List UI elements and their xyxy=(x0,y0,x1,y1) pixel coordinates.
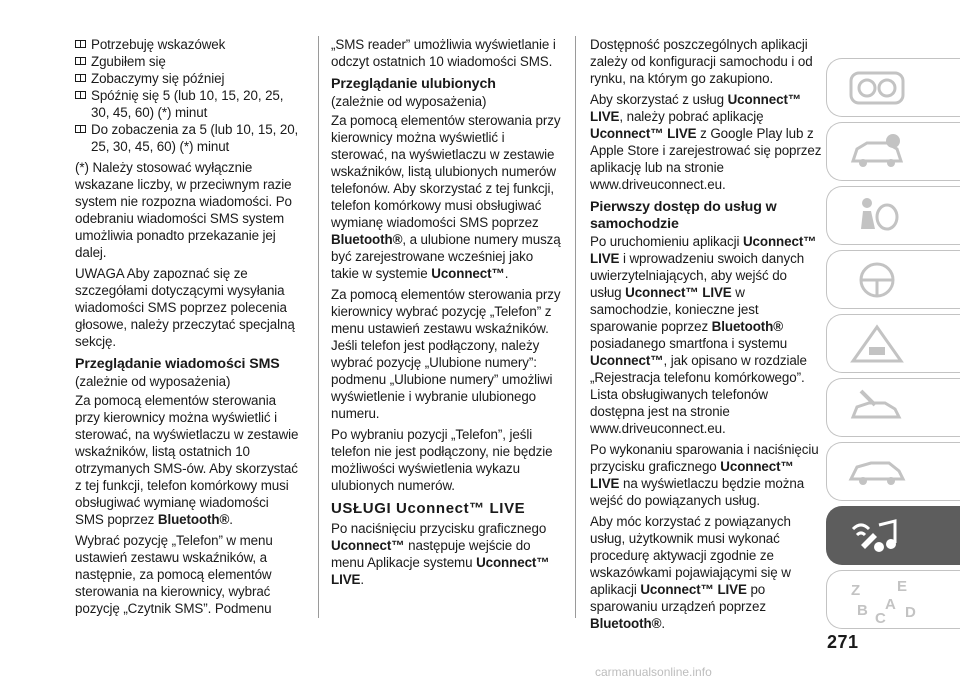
tab-steering[interactable] xyxy=(826,250,960,309)
section-heading-sms: Przeglądanie wiadomości SMS xyxy=(75,356,280,372)
warning-paragraph: UWAGA Aby zapoznać się ze szczegółami dotyczącymi wysyłania wiadomości SMS poprzez polecenia głosowe, należy przeczytać specjalną sekcję. xyxy=(75,266,295,349)
dashboard-icon xyxy=(847,67,907,109)
body-paragraph: „SMS reader” umożliwia wyświetlanie i odczyt ostatnich 10 wiadomości SMS. xyxy=(331,37,556,69)
body-paragraph: Aby skorzystać z usług Uconnect™ LIVE, należy pobrać aplikację Uconnect™ LIVE z Google Play lub z Apple Store i zarejestrować się poprzez aplikację lub na stronie www.driveuconnect.eu. xyxy=(590,92,822,192)
multimedia-icon xyxy=(847,515,907,557)
section-subheading: (zależnie od wyposażenia) xyxy=(75,374,231,389)
body-paragraph: Po uruchomieniu aplikacji Uconnect™ LIVE i wprowadzeniu swoich danych uwierzytelniających, aby wejść do usług Uconnect™ LIVE w samochodzie, konieczne jest sparowanie poprzez Bluetooth® posiadanego smartfona i systemu Uconnect™, jak opisano w rozdziale „Rejestracja telefonu komórkowego”. Lista obsługiwanych telefonów dostępna jest na stronie www.driveuconnect.eu. xyxy=(590,234,817,436)
column-2 xyxy=(331,36,563,592)
book-icon xyxy=(75,91,86,99)
page-number: 271 xyxy=(827,632,859,652)
body-paragraph: Po wykonaniu sparowania i naciśnięciu przycisku graficznego Uconnect™ LIVE na wyświetlaczu będzie można wejść do powiązanych usług. xyxy=(590,442,819,508)
body-paragraph: Po naciśnięciu przycisku graficznego Uconnect™ następuje wejście do menu Aplikacje systemu Uconnect™ LIVE. xyxy=(331,521,550,587)
tab-maintenance[interactable] xyxy=(826,378,960,437)
svg-text:Z: Z xyxy=(851,582,861,599)
body-paragraph: Za pomocą elementów sterowania przy kierownicy można wyświetlić i sterować, na wyświetlaczu w zestawie wskaźników, listą ulubionych numerów telefonów. Aby skorzystać z tej funkcji, telefon komórkowy musi obsługiwać wymianę wiadomości SMS poprzez Bluetooth®, a ulubione numery muszą być zarejestrowane wcześniej jako takie w systemie Uconnect™. xyxy=(331,113,561,281)
book-icon xyxy=(75,57,86,65)
section-heading-favourites: Przeglądanie ulubionych xyxy=(331,76,496,92)
body-paragraph: Za pomocą elementów sterowania przy kierownicy wybrać pozycję „Telefon” z menu ustawień zestawu wskaźników. Jeśli telefon jest podłączony, należy wybrać pozycję „Ulubione numery”: podmenu „Ulubione numery” umożliwi wyświetlenie i wybranie ulubionego numeru. xyxy=(331,287,561,421)
wrench-car-icon xyxy=(847,387,907,429)
svg-text:A: A xyxy=(885,596,896,613)
svg-text:E: E xyxy=(897,579,908,595)
note-paragraph: (*) Należy stosować wyłącznie wskazane liczby, w przeciwnym razie system nie rozpozna wiadomości. Po odebraniu wiadomości SMS system umożliwia ponadto przekazanie jej dalej. xyxy=(75,160,292,260)
warning-triangle-icon xyxy=(847,323,907,365)
list-item: Spóźnię się 5 (lub 10, 15, 20, 25, 30, 45, 60) (*) minut xyxy=(75,87,300,121)
body-paragraph: Dostępność poszczególnych aplikacji zależy od konfiguracji samochodu i od rynku, na którym go zakupiono. xyxy=(590,37,813,86)
tab-technical-data[interactable] xyxy=(826,442,960,501)
airbag-icon xyxy=(847,195,907,237)
tab-car-info[interactable] xyxy=(826,122,960,181)
list-item: Do zobaczenia za 5 (lub 10, 15, 20, 25, 30, 45, 60) (*) minut xyxy=(75,121,300,155)
section-subheading: (zależnie od wyposażenia) xyxy=(331,94,487,109)
svg-text:B: B xyxy=(857,602,868,619)
column-divider xyxy=(575,36,576,618)
tab-multimedia[interactable] xyxy=(826,506,960,565)
book-icon xyxy=(75,40,86,48)
tab-emergency[interactable] xyxy=(826,314,960,373)
list-item: Zgubiłem się xyxy=(75,53,300,70)
section-heading-first-access: Pierwszy dostęp do usług w samochodzie xyxy=(590,199,777,232)
car-service-icon xyxy=(847,451,907,493)
body-paragraph: Po wybraniu pozycji „Telefon”, jeśli telefon nie jest podłączony, nie będzie możliwości wyświetlenia wykazu ulubionych numerów. xyxy=(331,427,553,493)
section-heading-live: USŁUGI Uconnect™ LIVE xyxy=(331,500,526,517)
column-1 xyxy=(75,36,300,621)
tab-airbag[interactable] xyxy=(826,186,960,245)
svg-text:D: D xyxy=(905,604,916,621)
svg-text:C: C xyxy=(875,610,886,625)
body-paragraph: Wybrać pozycję „Telefon” w menu ustawień zestawu wskaźników, a następnie, za pomocą elementów sterowania na kierownicy, wybrać pozycję „Czytnik SMS”. Podmenu xyxy=(75,533,273,616)
car-info-icon xyxy=(847,131,907,173)
list-item: Potrzebuję wskazówek xyxy=(75,36,300,53)
watermark: carmanualsonline.info xyxy=(595,665,712,679)
column-3 xyxy=(590,36,822,636)
book-icon xyxy=(75,125,86,133)
alphabet-index-icon xyxy=(847,579,927,625)
body-paragraph: Aby móc korzystać z powiązanych usług, użytkownik musi wykonać procedurę aktywacji zgodnie ze wskazówkami pojawiającymi się w aplikacji Uconnect™ LIVE po sparowaniu urządzeń poprzez Bluetooth®. xyxy=(590,514,791,631)
steering-wheel-icon xyxy=(847,259,907,301)
book-icon xyxy=(75,74,86,82)
tab-dashboard[interactable] xyxy=(826,58,960,117)
body-paragraph: Za pomocą elementów sterowania przy kierownicy można wyświetlić i sterować, na wyświetlaczu w zestawie wskaźników, listą ostatnich 10 otrzymanych SMS-ów. Aby skorzystać z tej funkcji, telefon komórkowy musi obsługiwać wymianę wiadomości SMS poprzez Bluetooth®. xyxy=(75,393,299,527)
tab-alphabetical-index[interactable] xyxy=(826,570,960,629)
list-item: Zobaczymy się później xyxy=(75,70,300,87)
column-divider xyxy=(318,36,319,618)
